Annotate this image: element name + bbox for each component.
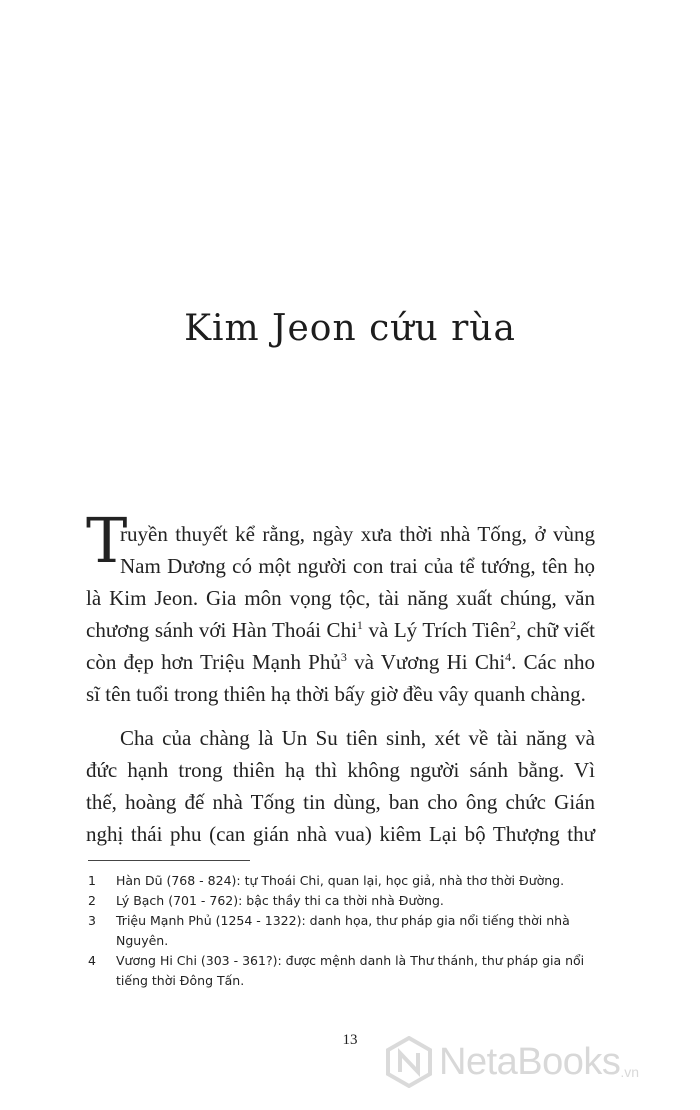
footnotes [88, 871, 608, 991]
text-line: ruyền thuyết kể rằng, ngày xưa thời nhà Tống, ở vùng [120, 522, 595, 546]
footnote-text: Triệu Mạnh Phủ (1254 - 1322): danh họa, thư pháp gia nổi tiếng thời nhà Nguyên. [116, 913, 570, 948]
drop-cap: T [86, 504, 128, 577]
body-text [86, 518, 596, 850]
text-line: Cha của chàng là Un Su tiên sinh, xét về tài năng và [120, 726, 595, 750]
footnote-ref: 2 [509, 618, 516, 632]
paragraph-2 [86, 722, 595, 850]
footnote-number: 2 [88, 893, 96, 908]
footnote-ref: 4 [505, 650, 512, 664]
footnote [88, 891, 608, 911]
text-line: Nam Dương có một người con trai của tể tướng, tên họ [120, 554, 595, 578]
text-line: là Kim Jeon. Gia môn vọng tộc, tài năng xuất chúng, văn [86, 586, 595, 610]
footnote-text: Hàn Dũ (768 - 824): tự Thoái Chi, quan lại, học giả, nhà thơ thời Đường. [116, 873, 565, 888]
text-line: thế, hoàng đế nhà Tống tin dùng, ban cho ông chức Gián [86, 790, 595, 814]
footnote [88, 911, 608, 951]
text-segment: . Các nho [511, 650, 596, 674]
text-segment: chương sánh với Hàn Thoái Chi [86, 618, 357, 642]
footnote-text: Lý Bạch (701 - 762): bậc thầy thi ca thời nhà Đường. [116, 893, 444, 908]
text-segment: còn đẹp hơn Triệu Mạnh Phủ [86, 650, 341, 674]
text-segment: và Vương Hi Chi [354, 650, 506, 674]
footnote [88, 871, 608, 891]
chapter-title: Kim Jeon cứu rùa [184, 308, 516, 349]
footnote-number: 1 [88, 873, 96, 888]
footnote [88, 951, 608, 991]
footnote-ref: 3 [340, 650, 347, 664]
watermark-suffix: .vn [620, 1064, 640, 1080]
text-line: đức hạnh trong thiên hạ thì không người sánh bằng. Vì [86, 758, 595, 782]
watermark [385, 1036, 639, 1088]
text-line [86, 646, 595, 678]
footnote-divider [88, 860, 250, 861]
page-number: 13 [342, 1032, 358, 1048]
paragraph-1 [86, 518, 596, 710]
watermark-brand: NetaBooks [439, 1040, 621, 1083]
footnote-text: Vương Hi Chi (303 - 361?): được mệnh danh là Thư thánh, thư pháp gia nổi tiếng thời Đông Tấn. [116, 953, 585, 988]
footnote-number: 4 [88, 953, 96, 968]
footnote-number: 3 [88, 913, 96, 928]
footnote-ref: 1 [356, 618, 363, 632]
text-line: sĩ tên tuổi trong thiên hạ thời bấy giờ đều vây quanh chàng. [86, 682, 586, 706]
text-segment: và Lý Trích Tiên [368, 618, 510, 642]
text-line: nghị thái phu (can gián nhà vua) kiêm Lại bộ Thượng thư [86, 822, 595, 846]
netabooks-logo-icon [385, 1036, 433, 1088]
text-line [86, 614, 595, 646]
text-segment: , chữ viết [515, 618, 596, 642]
